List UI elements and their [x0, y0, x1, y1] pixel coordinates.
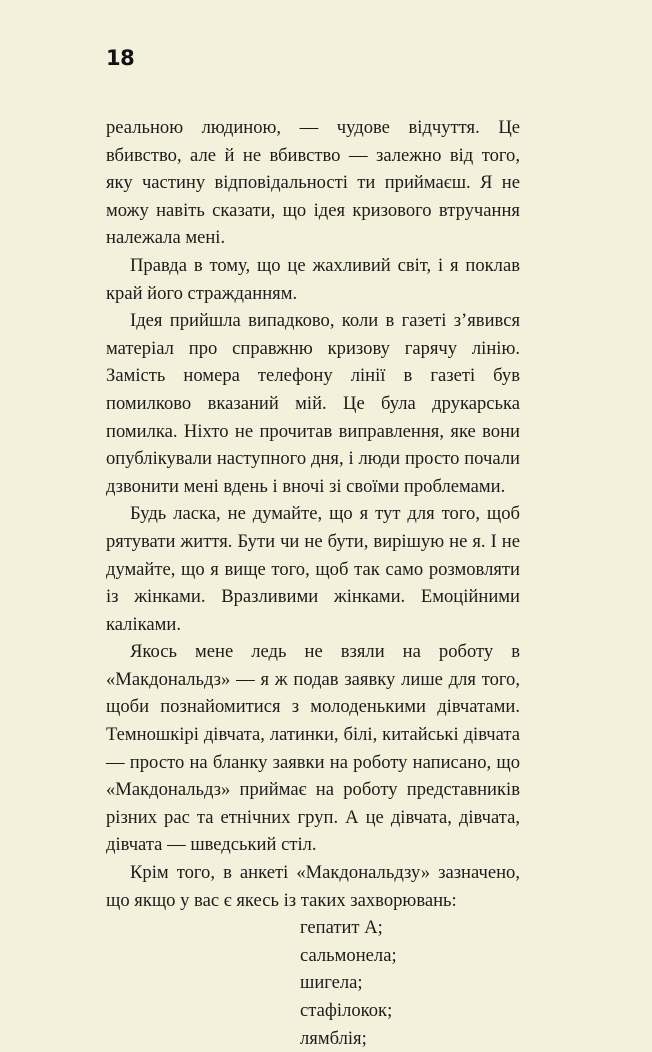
- disease-list: [106, 914, 520, 1052]
- list-item: гепатит А;: [300, 917, 383, 939]
- paragraph: реальною людиною, — чудове відчуття. Це вбивство, але й не вбивство — залежно від того, яку частину відповідальності ти приймаєш. Я не можу навіть сказати, що ідея кризового втручання належала мені.: [106, 117, 520, 249]
- list-item: стафілокок;: [300, 1000, 393, 1021]
- list-item: шигела;: [300, 972, 363, 994]
- body-text: [106, 114, 520, 1052]
- list-item: сальмонела;: [300, 944, 397, 966]
- list-item: лямблія;: [300, 1027, 367, 1049]
- page-number: 18: [106, 46, 135, 70]
- paragraph: Будь ласка, не думайте, що я тут для того, щоб рятувати життя. Бути чи не бути, вирішую не я. І не думайте, що я вище того, щоб так само розмовляти із жінками. Вразливими жінками. Емоційними каліками.: [106, 503, 520, 635]
- paragraph: Правда в тому, що це жахливий світ, і я поклав край його стражданням.: [106, 254, 520, 304]
- paragraph: Ідея прийшла випадково, коли в газеті з’явився матеріал про справжню кризову гарячу лінію. Замість номера телефону лінії в газеті був помилково вказаний мій. Це була друкарська помилка. Ніхто не прочитав виправлення, яке вони опублікували наступного дня, і люди просто почали дзвонити мені вдень і вночі зі своїми проблемами.: [106, 310, 520, 497]
- paragraph: Якось мене ледь не взяли на роботу в «Макдональдз» — я ж подав заявку лише для того, щоби познайомитися з молоденькими дівчатами. Темношкірі дівчата, латинки, білі, китайські дівчата — просто на бланку заявки на роботу написано, що «Макдональдз» приймає на роботу представників різних рас та етнічних груп. А це дівчата, дівчата, дівчата — шведський стіл.: [106, 641, 520, 856]
- paragraph: Крім того, в анкеті «Макдональдзу» зазначено, що якщо у вас є якесь із таких захворювань:: [106, 862, 520, 911]
